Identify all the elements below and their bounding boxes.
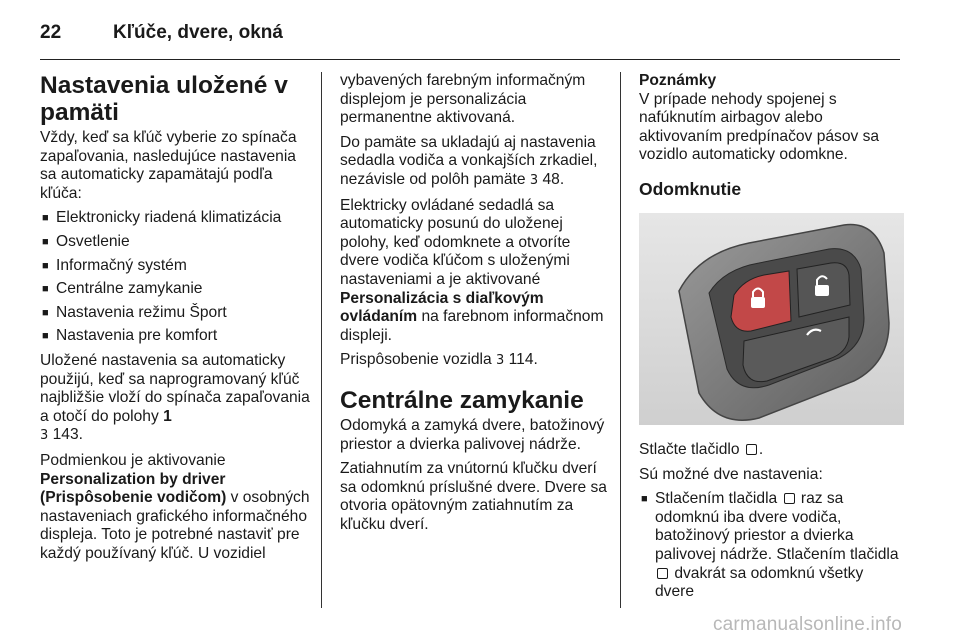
memorized-settings-list (40, 209, 310, 346)
central-locking-paragraph: Odomyká a zamyká dvere, batožinový priestor a dvierka palivovej nádrže. (340, 416, 605, 453)
header-rule (40, 59, 900, 60)
column-3 (639, 72, 904, 608)
list-item: ■ Centrálne zamykanie (40, 280, 310, 299)
remote-key-illustration (639, 213, 904, 425)
unlock-padlock-icon (815, 285, 829, 296)
unlock-settings-list (639, 490, 904, 602)
applied-settings-paragraph: Uložené nastavenia sa automaticky použijú, keď sa naprogramovaný kľúč najbližšie vloží do spínača zapaľovania a otočí do polohy 1 3 143. (40, 351, 310, 444)
note-title: Poznámky (639, 72, 717, 89)
unlock-padlock-icon (784, 493, 795, 504)
reference-arrow-icon: 3 (496, 353, 505, 369)
setting-name-remote-personalization: Personalizácia s diaľkovým ovládaním (340, 289, 544, 326)
seat-mirror-paragraph: Do pamäte sa ukladajú aj nastavenia sedadla vodiča a vonkajších zrkadiel, nezávisle od polôh pamäte 3 48. (340, 133, 598, 188)
continued-paragraph: vybavených farebným informačným displejom je personalizácia permanentne aktivovaná. (340, 72, 586, 127)
press-button-paragraph: Stlačte tlačidlo . (639, 440, 764, 458)
page-reference[interactable]: 48. (542, 170, 565, 188)
page-header (0, 0, 960, 58)
condition-paragraph: Podmienkou je aktivovanie Personalization by driver (Prispôsobenie vodičom) v osobných nastaveniach grafického informačného displeja. Toto je potrebné nastaviť pre každý používaný kľúč. U vozidiel (40, 451, 310, 562)
list-item: ■ Informačný systém (40, 257, 310, 276)
section-heading-memorized-settings: Nastavenia uložené v pamäti (40, 72, 288, 126)
lock-icon (751, 297, 765, 308)
column-divider-1 (321, 72, 322, 608)
note-block (639, 72, 904, 165)
remote-key-drawing (639, 213, 904, 425)
section-heading-central-locking: Centrálne zamykanie (340, 386, 584, 414)
unlock-padlock-icon (746, 444, 757, 455)
vehicle-personalization-paragraph: Prispôsobenie vozidla 3 114. (340, 351, 538, 369)
list-item: ■ Stlačením tlačidla raz sa odomknú iba dvere vodiča, batožinový priestor a dvierka palivovej nádrže. Stlačením tlačidla dvakrát sa odomknú všetky dvere (639, 490, 904, 602)
reference-arrow-icon: 3 (529, 172, 539, 188)
page-number: 22 (40, 22, 62, 43)
list-item: ■ Osvetlenie (40, 233, 310, 252)
ignition-position: 1 (163, 407, 172, 425)
chapter-title: Kľúče, dvere, okná (113, 22, 283, 43)
watermark: carmanualsonline.info (712, 614, 902, 635)
two-settings-paragraph: Sú možné dve nastavenia: (639, 465, 823, 483)
intro-paragraph: Vždy, keď sa kľúč vyberie zo spínača zapaľovania, nasledujúce nastavenia sa automaticky zapamätajú podľa kľúča: (40, 129, 297, 202)
unlock-padlock-icon (657, 568, 668, 579)
column-1 (40, 72, 310, 569)
note-text: V prípade nehody spojenej s nafúknutím airbagov alebo aktivovaním predpínačov pásov sa vozidlo automaticky odomkne. (639, 90, 880, 164)
electric-seats-paragraph: Elektricky ovládané sedadlá sa automaticky posunú do uloženej polohy, keď odomknete a otvoríte dvere vodiča kľúčom s uloženými nastaveniami a je aktivované Personalizácia s diaľkovým ovládaním na farebnom informačnom displeji. (340, 196, 604, 344)
page-reference[interactable]: 114. (508, 351, 538, 369)
column-divider-2 (620, 72, 621, 608)
list-item: ■ Nastavenia režimu Šport (40, 304, 310, 323)
list-item: ■ Elektronicky riadená klimatizácia (40, 209, 310, 228)
subheading-unlocking: Odomknutie (639, 178, 742, 199)
page-reference[interactable]: 143. (52, 426, 83, 444)
column-2 (340, 72, 608, 540)
setting-name-personalization: Personalization by driver (Prispôsobenie vodičom) (40, 470, 227, 507)
reference-arrow-icon: 3 (40, 428, 49, 444)
list-item: ■ Nastavenia pre komfort (40, 327, 310, 346)
door-handle-paragraph: Zatiahnutím za vnútornú kľučku dverí sa odomknú príslušné dvere. Dvere sa otvoria opätovným zatiahnutím za kľučku dverí. (340, 460, 607, 533)
